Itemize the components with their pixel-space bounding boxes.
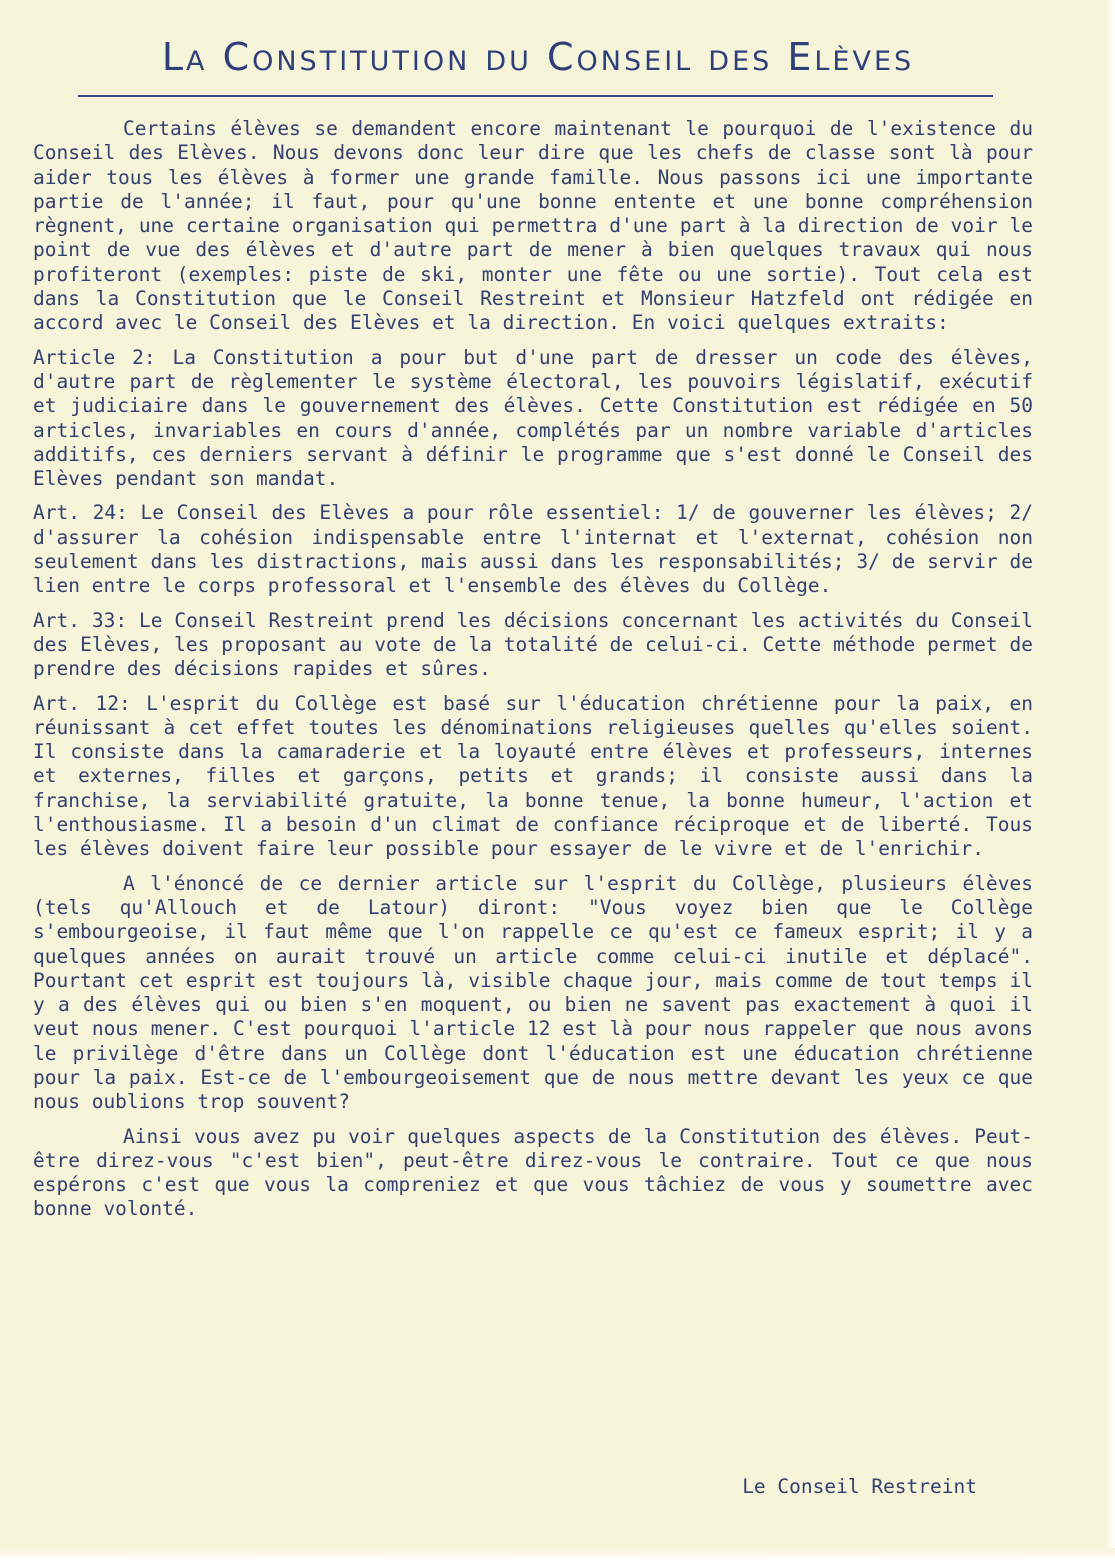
paragraph-article-24: Art. 24: Le Conseil des Elèves a pour rôle essentiel: 1/ de gouverner les élèves; 2/ d'assurer la cohésion indispensable entre l'internat et l'externat, cohésion non seulement dans les distractions, mais aussi dans les responsabilités; 3/ de servir de lien entre le corps professoral et l'ensemble des élèves du Collège.: [33, 501, 1033, 598]
paragraph-commentary: A l'énoncé de ce dernier article sur l'esprit du Collège, plusieurs élèves (tels qu'Allouch et de Latour) diront: "Vous voyez bien que le Collège s'embourgeoise, il faut même que l'on rappelle ce qu'est ce fameux esprit; il y a quelques années on aurait trouvé un article comme celui-ci inutile et déplacé". Pourtant cet esprit est toujours là, visible chaque jour, mais comme de tout temps il y a des élèves qui ou bien s'en moquent, ou bien ne savent pas exactement à quoi il veut nous mener. C'est pourquoi l'article 12 est là pour nous rappeler que nous avons le privilège d'être dans un Collège dont l'éducation est une éducation chrétienne pour la paix. Est-ce de l'embourgeoisement que de nous mettre devant les yeux ce que nous oublions trop souvent?: [33, 871, 1033, 1114]
title-underline: [78, 95, 993, 97]
page-edge-right: [1105, 0, 1115, 1560]
document-body: [33, 117, 1033, 1222]
signature: Le Conseil Restreint: [742, 1475, 977, 1498]
paragraph-article-2: Article 2: La Constitution a pour but d'une part de dresser un code des élèves, d'autre part de règlementer le système électoral, les pouvoirs législatif, exécutif et judiciaire dans le gouvernement des élèves. Cette Constitution est rédigée en 50 articles, invariables en cours d'année, complétés par un nombre variable d'articles additifs, ces derniers servant à définir le programme que s'est donné le Conseil des Elèves pendant son mandat.: [33, 345, 1033, 491]
paragraph-article-12: Art. 12: L'esprit du Collège est basé sur l'éducation chrétienne pour la paix, en réunissant à cet effet toutes les dénominations religieuses quelles qu'elles soient. Il consiste dans la camaraderie et la loyauté entre élèves et professeurs, internes et externes, filles et garçons, petits et grands; il consiste aussi dans la franchise, la serviabilité gratuite, la bonne tenue, la bonne humeur, l'action et l'enthousiasme. Il a besoin d'un climat de confiance réciproque et de liberté. Tous les élèves doivent faire leur possible pour essayer de le vivre et de l'enrichir.: [33, 691, 1033, 861]
paragraph-conclusion: Ainsi vous avez pu voir quelques aspects de la Constitution des élèves. Peut-être direz-vous "c'est bien", peut-être direz-vous le contraire. Tout ce que nous espérons c'est que vous la compreniez et que vous tâchiez de vous y soumettre avec bonne volonté.: [33, 1124, 1033, 1221]
page-edge-bottom: [0, 1548, 1115, 1560]
paragraph-intro: Certains élèves se demandent encore maintenant le pourquoi de l'existence du Conseil des Elèves. Nous devons donc leur dire que les chefs de classe sont là pour aider tous les élèves à former une grande famille. Nous passons ici une importante partie de l'année; il faut, pour qu'une bonne entente et une bonne compréhension règnent, une certaine organisation qui permettra d'une part à la direction de voir le point de vue des élèves et d'autre part de mener à bien quelques travaux qui nous profiteront (exemples: piste de ski, monter une fête ou une sortie). Tout cela est dans la Constitution que le Conseil Restreint et Monsieur Hatzfeld ont rédigée en accord avec le Conseil des Elèves et la direction. En voici quelques extraits:: [33, 117, 1033, 335]
paragraph-article-33: Art. 33: Le Conseil Restreint prend les décisions concernant les activités du Conseil des Elèves, les proposant au vote de la totalité de celui-ci. Cette méthode permet de prendre des décisions rapides et sûres.: [33, 608, 1033, 681]
document-title: La Constitution du Conseil des Elèves: [161, 35, 915, 79]
